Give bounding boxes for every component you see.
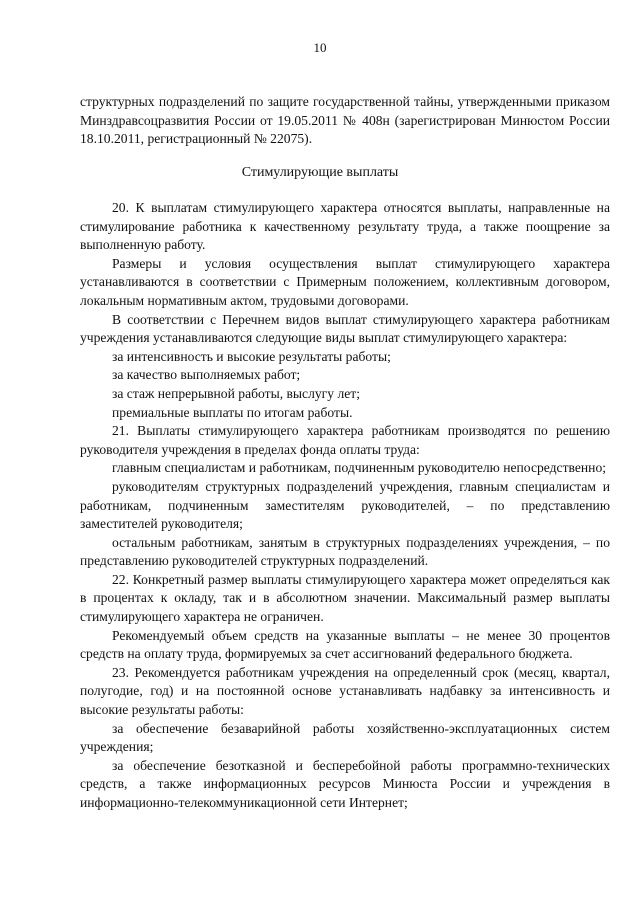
paragraph-22: 22. Конкретный размер выплаты стимулирующего характера может определяться как в процентах к окладу, так и в абсолютном значении. Максимальный размер выплаты стимулирующего характера не ограничен. xyxy=(80,571,610,625)
paragraph-sizes: Размеры и условия осуществления выплат стимулирующего характера устанавливаются в соответствии с Примерным положением, коллективным договором, локальным нормативным актом, трудовыми договорами. xyxy=(80,255,610,308)
paragraph-21-c: остальным работникам, занятым в структурных подразделениях учреждения, – по представлению руководителей структурных подразделений. xyxy=(80,534,610,569)
paragraph-list-intro: В соответствии с Перечнем видов выплат стимулирующего характера работникам учреждения устанавливаются следующие виды выплат стимулирующего характера: xyxy=(80,311,610,346)
paragraph-21-b: руководителям структурных подразделений учреждения, главным специалистам и работникам, подчиненным заместителям руководителей, – по представлению заместителей руководителя; xyxy=(80,478,610,532)
list-item: за стаж непрерывной работы, выслугу лет; xyxy=(112,385,360,401)
paragraph-21: 21. Выплаты стимулирующего характера работникам производятся по решению руководителя учреждения в пределах фонда оплаты труда: xyxy=(80,423,610,457)
page-number: 10 xyxy=(313,40,327,55)
list-item: за интенсивность и высокие результаты работы; xyxy=(112,348,391,364)
list-item: за качество выполняемых работ; xyxy=(112,367,301,383)
list-item: премиальные выплаты по итогам работы. xyxy=(112,404,353,420)
intro-block xyxy=(80,93,610,149)
paragraph-23: 23. Рекомендуется работникам учреждения на определенный срок (месяц, квартал, полугодие, год) и на постоянной основе устанавливать надбавку за интенсивность и высокие результаты работы: xyxy=(80,664,610,718)
section-heading: Стимулирующие выплаты xyxy=(241,165,399,180)
paragraph-23-b: за обеспечение безотказной и бесперебойной работы программно-технических средств, а также информационных ресурсов Минюста России и учреждения в информационно-телекоммуникационной сети Интернет; xyxy=(80,757,610,810)
paragraph-20: 20. К выплатам стимулирующего характера относятся выплаты, направленные на стимулирование работника к качественному результату труда, а также поощрение за выполненную работу. xyxy=(80,200,610,253)
paragraph-23-a: за обеспечение безаварийной работы хозяйственно-эксплуатационных систем учреждения; xyxy=(80,720,610,755)
intro-paragraph: структурных подразделений по защите государственной тайны, утвержденными приказом Минздравсоцразвития России от 19.05.2011 № 408н (зарегистрирован Минюстом России 18.10.2011, регистрационный № 22075). xyxy=(80,94,610,147)
main-body xyxy=(80,199,610,813)
paragraph-21-a: главным специалистам и работникам, подчиненным руководителю непосредственно; xyxy=(112,460,607,476)
paragraph-22-recommended: Рекомендуемый объем средств на указанные выплаты – не менее 30 процентов средств на оплату труда, формируемых за счет ассигнований федерального бюджета. xyxy=(80,627,610,662)
